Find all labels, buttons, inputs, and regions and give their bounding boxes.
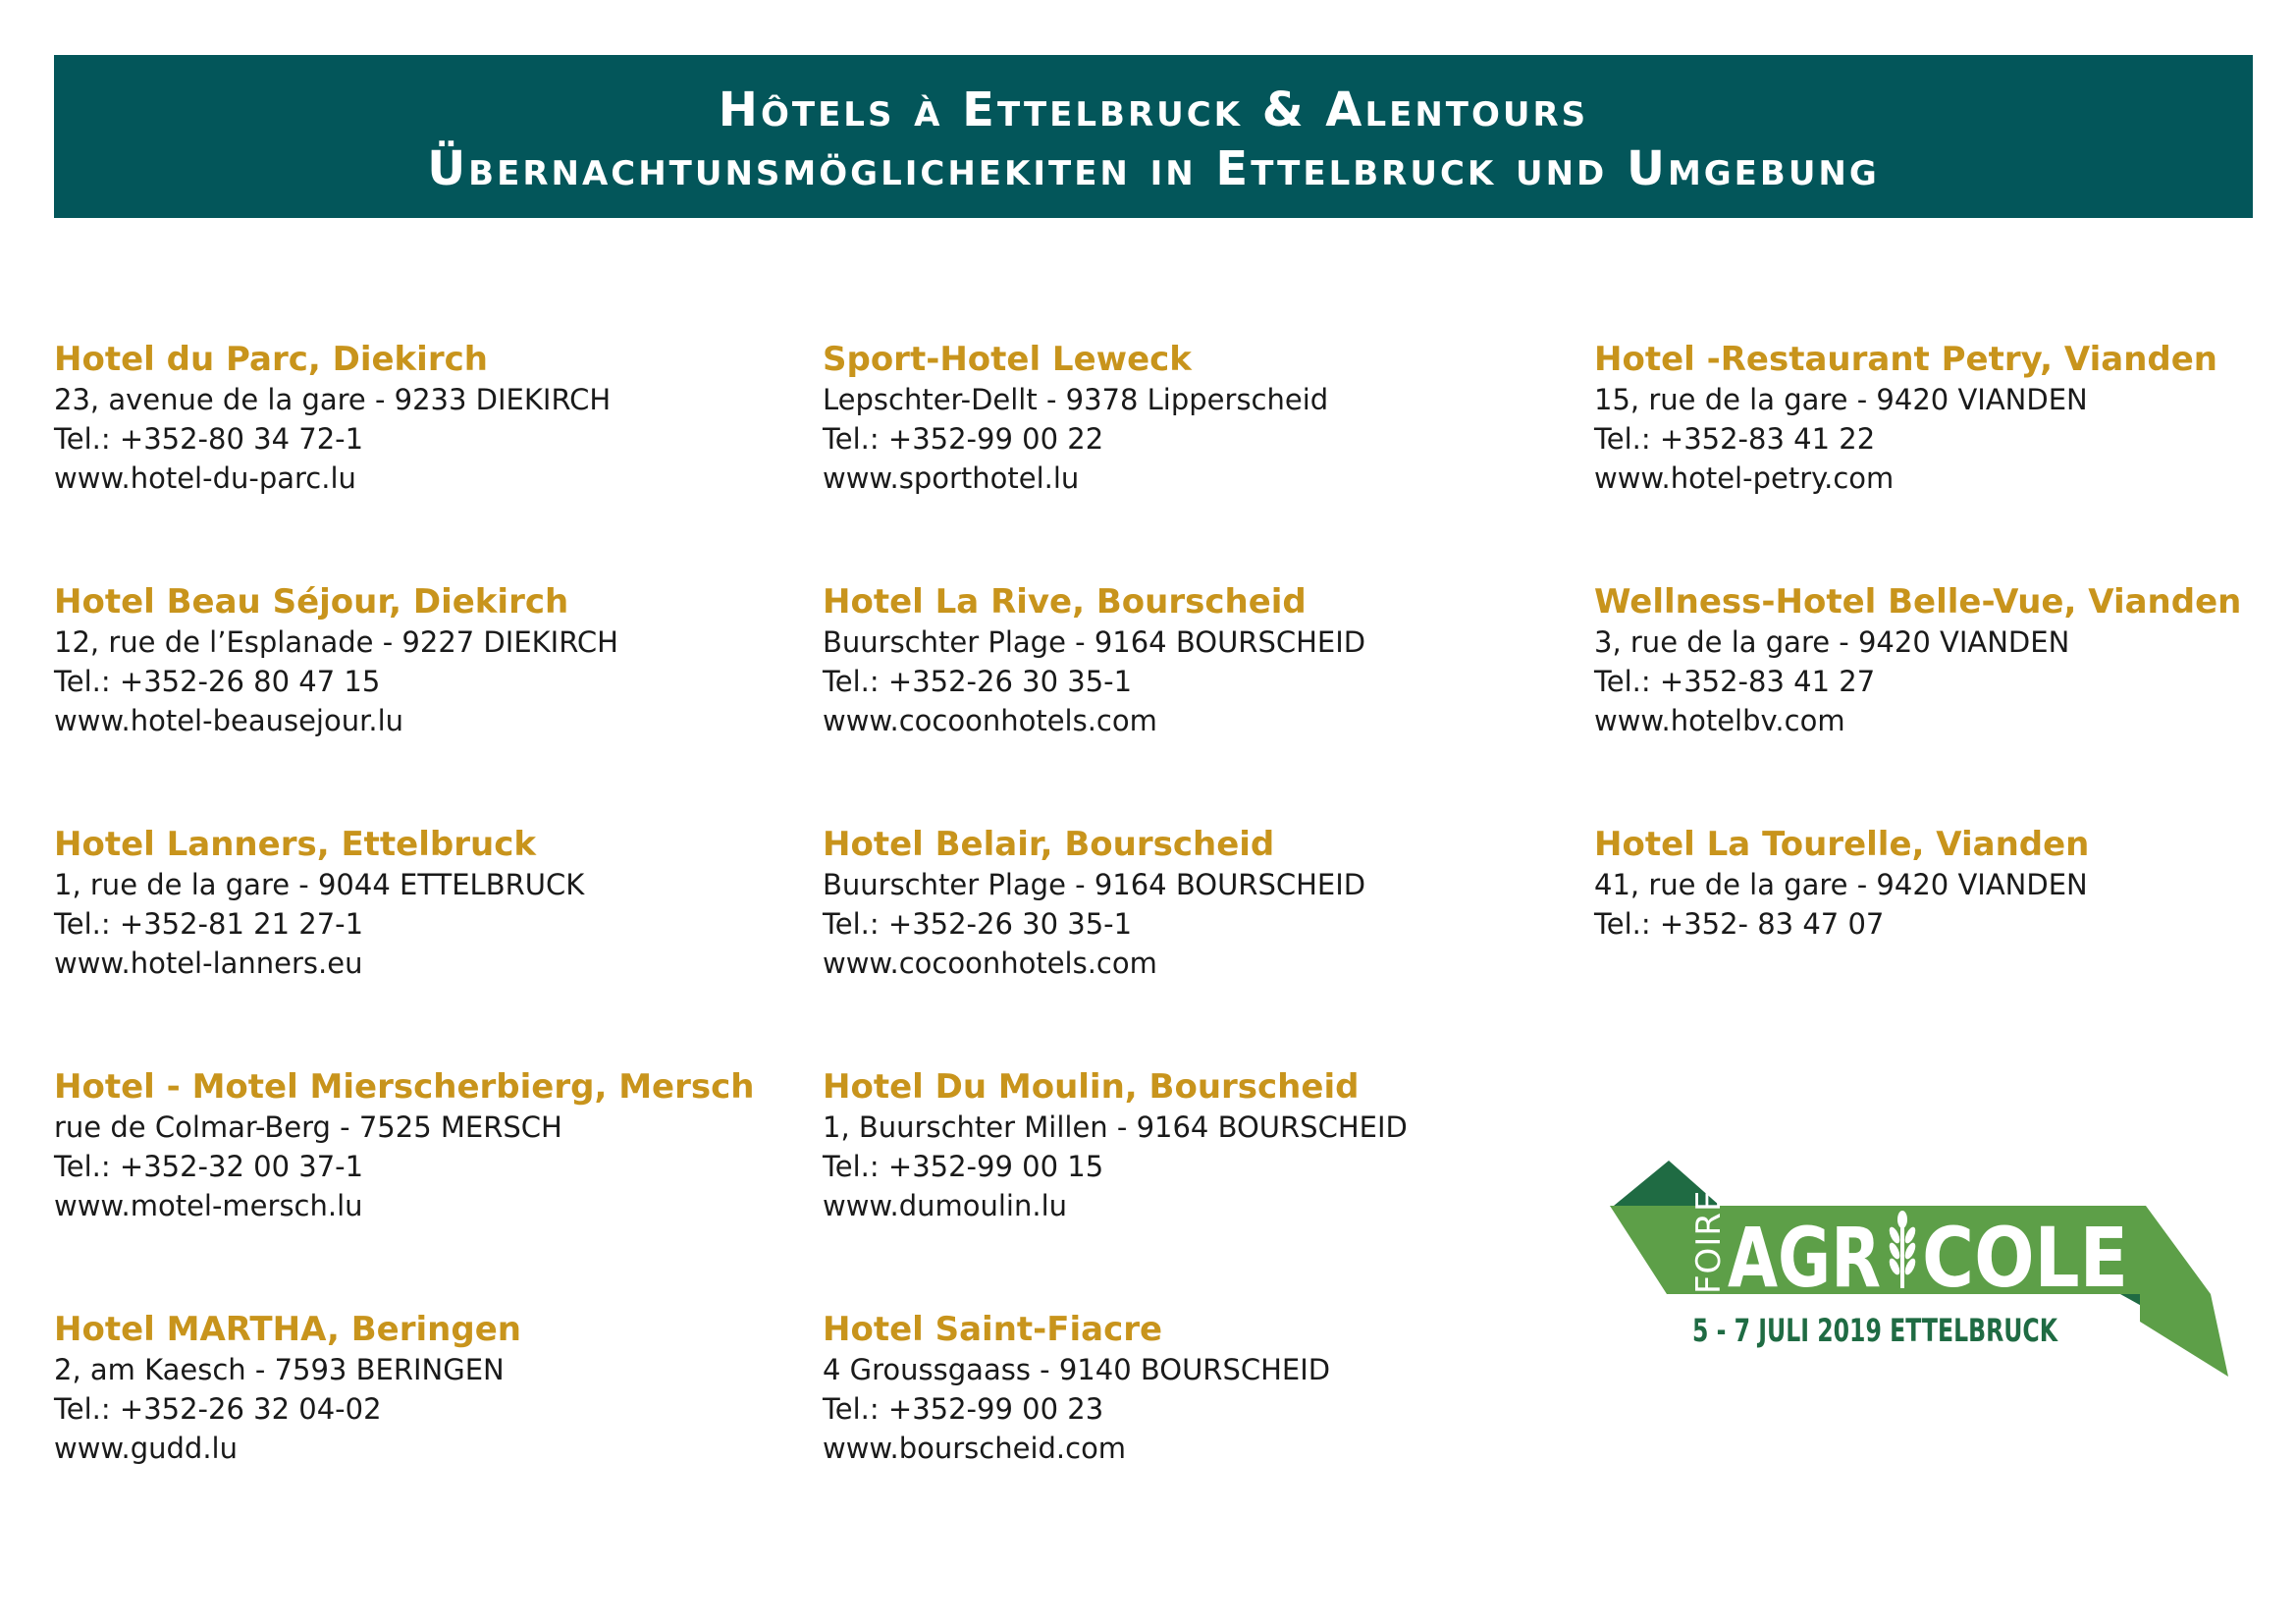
hotel-address: Buurschter Plage - 9164 BOURSCHEID <box>823 868 1366 901</box>
hotel-name: Hotel MARTHA, Beringen <box>54 1310 521 1349</box>
hotel-entry <box>1594 581 2296 740</box>
hotel-phone: Tel.: +352-99 00 23 <box>823 1392 1104 1426</box>
hotel-address: rue de Colmar-Berg - 7525 MERSCH <box>54 1110 562 1144</box>
hotel-phone: Tel.: +352- 83 47 07 <box>1594 907 1885 941</box>
hotel-website: www.cocoonhotels.com <box>823 704 1157 737</box>
hotel-phone: Tel.: +352-26 32 04-02 <box>54 1392 382 1426</box>
hotel-entry <box>823 339 1569 498</box>
hotel-entry <box>823 824 1569 983</box>
hotel-name: Hotel Saint-Fiacre <box>823 1310 1163 1349</box>
title-french: Hôtels à Ettelbruck & Alentours <box>718 82 1589 137</box>
hotel-entry <box>823 581 1569 740</box>
hotel-name: Wellness-Hotel Belle-Vue, Vianden <box>1594 582 2242 622</box>
logo-small-word: FOIRE <box>1689 1189 1729 1294</box>
hotel-phone: Tel.: +352-26 80 47 15 <box>54 665 381 698</box>
hotel-address: 12, rue de l’Esplanade - 9227 DIEKIRCH <box>54 625 618 659</box>
hotel-website: www.dumoulin.lu <box>823 1189 1068 1222</box>
hotel-address: 23, avenue de la gare - 9233 DIEKIRCH <box>54 383 612 416</box>
hotel-name: Hotel Lanners, Ettelbruck <box>54 825 536 864</box>
hotel-phone: Tel.: +352-99 00 22 <box>823 422 1104 456</box>
header-banner <box>54 55 2253 218</box>
hotel-website: www.motel-mersch.lu <box>54 1189 363 1222</box>
hotel-address: 2, am Kaesch - 7593 BERINGEN <box>54 1353 505 1386</box>
hotel-website: www.bourscheid.com <box>823 1432 1127 1465</box>
hotel-entry <box>54 824 800 983</box>
logo-ribbon-tail <box>2140 1294 2228 1377</box>
hotel-name: Hotel - Motel Mierscherbierg, Mersch <box>54 1067 755 1107</box>
foire-agricole-logo <box>1610 1155 2228 1377</box>
hotel-phone: Tel.: +352-26 30 35-1 <box>823 665 1133 698</box>
hotel-name: Hotel La Tourelle, Vianden <box>1594 825 2090 864</box>
hotel-phone: Tel.: +352-26 30 35-1 <box>823 907 1133 941</box>
hotel-address: 4 Groussgaass - 9140 BOURSCHEID <box>823 1353 1331 1386</box>
hotel-phone: Tel.: +352-32 00 37-1 <box>54 1150 364 1183</box>
hotel-name: Hotel du Parc, Diekirch <box>54 340 488 379</box>
hotel-address: 41, rue de la gare - 9420 VIANDEN <box>1594 868 2088 901</box>
hotel-entry <box>1594 339 2296 498</box>
logo-big-word-left: AGR <box>1728 1210 1881 1306</box>
hotel-address: Lepschter-Dellt - 9378 Lipperscheid <box>823 383 1329 416</box>
hotel-website: www.hotel-lanners.eu <box>54 947 363 980</box>
hotel-entry <box>1594 824 2296 944</box>
hotel-entry <box>823 1309 1569 1468</box>
hotel-entry <box>54 1309 800 1468</box>
hotel-name: Hotel Du Moulin, Bourscheid <box>823 1067 1360 1107</box>
hotel-name: Sport-Hotel Leweck <box>823 340 1192 379</box>
hotel-website: www.sporthotel.lu <box>823 461 1080 495</box>
hotel-name: Hotel La Rive, Bourscheid <box>823 582 1307 622</box>
hotel-website: www.hotelbv.com <box>1594 704 1845 737</box>
hotel-entry <box>823 1066 1569 1225</box>
hotel-phone: Tel.: +352-99 00 15 <box>823 1150 1104 1183</box>
hotel-website: www.hotel-beausejour.lu <box>54 704 404 737</box>
hotel-address: 15, rue de la gare - 9420 VIANDEN <box>1594 383 2088 416</box>
hotel-entry <box>54 1066 800 1225</box>
hotel-name: Hotel Beau Séjour, Diekirch <box>54 582 569 622</box>
logo-big-word-right: COLE <box>1922 1210 2128 1306</box>
hotel-name: Hotel -Restaurant Petry, Vianden <box>1594 340 2218 379</box>
hotel-entry <box>54 339 800 498</box>
title-german: Übernachtunsmöglichekiten in Ettelbruck und Umgebung <box>427 141 1880 196</box>
hotel-website: www.gudd.lu <box>54 1432 238 1465</box>
hotel-phone: Tel.: +352-83 41 22 <box>1594 422 1876 456</box>
hotel-address: 3, rue de la gare - 9420 VIANDEN <box>1594 625 2070 659</box>
hotel-website: www.hotel-petry.com <box>1594 461 1895 495</box>
hotel-address: 1, Buurschter Millen - 9164 BOURSCHEID <box>823 1110 1408 1144</box>
hotel-phone: Tel.: +352-81 21 27-1 <box>54 907 364 941</box>
hotel-entry <box>54 581 800 740</box>
hotel-address: Buurschter Plage - 9164 BOURSCHEID <box>823 625 1366 659</box>
hotel-name: Hotel Belair, Bourscheid <box>823 825 1275 864</box>
hotel-website: www.hotel-du-parc.lu <box>54 461 356 495</box>
hotel-website: www.cocoonhotels.com <box>823 947 1157 980</box>
hotel-address: 1, rue de la gare - 9044 ETTELBRUCK <box>54 868 585 901</box>
logo-date-line: 5 - 7 JULI 2019 ETTELBRUCK <box>1692 1312 2058 1349</box>
hotel-phone: Tel.: +352-83 41 27 <box>1594 665 1876 698</box>
hotel-phone: Tel.: +352-80 34 72-1 <box>54 422 364 456</box>
